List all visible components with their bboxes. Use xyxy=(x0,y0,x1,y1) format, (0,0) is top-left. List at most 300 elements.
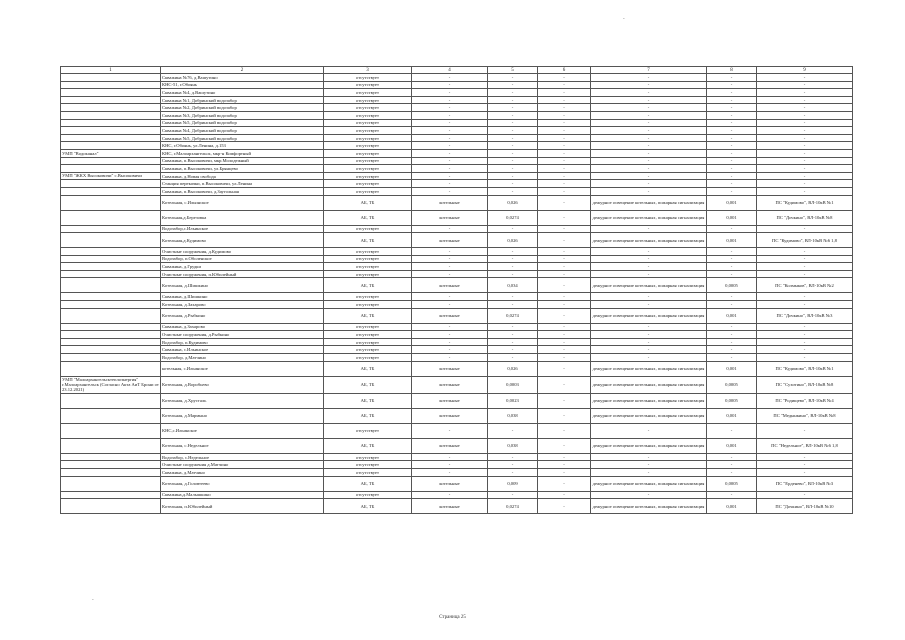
table-row xyxy=(61,270,853,278)
organization-cell xyxy=(61,248,161,256)
cell-c7: - xyxy=(591,89,707,97)
cell-c5: - xyxy=(488,225,538,233)
cell-c4: - xyxy=(412,165,488,173)
header-cell: 6 xyxy=(538,67,591,74)
organization-cell: УМП "Водоканал" xyxy=(61,149,161,157)
cell-c3: отсутствует xyxy=(324,104,412,112)
cell-c6: - xyxy=(538,195,591,210)
header-cell: 1 xyxy=(61,67,161,74)
cell-c3: отсутствует xyxy=(324,338,412,346)
cell-c4: - xyxy=(412,346,488,354)
organization-cell xyxy=(61,499,161,514)
cell-c4: - xyxy=(412,225,488,233)
organization-cell xyxy=(61,476,161,491)
cell-c5: - xyxy=(488,104,538,112)
cell-c7: дежурное освещение котельных, пожарная сигнализация xyxy=(591,476,707,491)
cell-c3: отсутствует xyxy=(324,81,412,89)
cell-c3: отсутствует xyxy=(324,331,412,339)
cell-c2: Скважина №76, д.Вашутино xyxy=(161,74,324,82)
cell-c4: - xyxy=(412,423,488,438)
organization-cell xyxy=(61,111,161,119)
cell-c2: Очистные сооружения, д.Рыбкино xyxy=(161,331,324,339)
cell-c5: 0,0274 xyxy=(488,308,538,323)
cell-c5: 0,0003 xyxy=(488,376,538,393)
cell-c8: - xyxy=(707,157,757,165)
cell-c2: Котельная, д.Хрусталь xyxy=(161,393,324,408)
cell-c4: котельные xyxy=(412,499,488,514)
cell-c5: - xyxy=(488,423,538,438)
cell-c2: Котельная, с.Ильинское xyxy=(161,195,324,210)
cell-c6: - xyxy=(538,225,591,233)
header-cell: 8 xyxy=(707,67,757,74)
cell-c9: - xyxy=(757,263,853,271)
cell-c9: ПС "Дочкино", ВЛ-10кВ №3 xyxy=(757,308,853,323)
table-row xyxy=(61,134,853,142)
cell-c7: - xyxy=(591,81,707,89)
cell-c2: Скважина, п.Высоковичи, ул.Брянцево xyxy=(161,165,324,173)
cell-c3: АБ, ТБ xyxy=(324,438,412,453)
table-row xyxy=(61,89,853,97)
bottom-dash-mark: - xyxy=(92,598,94,603)
table-row xyxy=(61,263,853,271)
cell-c2: Очистные сооружения, д.Кудимово xyxy=(161,248,324,256)
cell-c7: - xyxy=(591,354,707,362)
organization-cell xyxy=(61,187,161,195)
cell-c2: Котельная, д.Головтеево xyxy=(161,476,324,491)
cell-c2: Скважина №5, Добринский водозабор xyxy=(161,119,324,127)
cell-c2: Котельная, п.Юбилейный xyxy=(161,499,324,514)
organization-cell xyxy=(61,408,161,423)
cell-c3: АБ, ТБ xyxy=(324,376,412,393)
cell-c3: отсутствует xyxy=(324,461,412,469)
cell-c9: - xyxy=(757,111,853,119)
cell-c5: - xyxy=(488,338,538,346)
cell-c2: Очистные сооружения д.Матчино xyxy=(161,461,324,469)
table-row xyxy=(61,149,853,157)
cell-c7: - xyxy=(591,165,707,173)
table-row xyxy=(61,195,853,210)
top-dash-mark: - xyxy=(623,17,625,22)
cell-c5: - xyxy=(488,111,538,119)
cell-c3: отсутствует xyxy=(324,157,412,165)
cell-c2: Скважина, д.Шишкино xyxy=(161,293,324,301)
cell-c6: - xyxy=(538,476,591,491)
cell-c8: - xyxy=(707,354,757,362)
organization-cell xyxy=(61,438,161,453)
cell-c4: котельные xyxy=(412,210,488,225)
cell-c8: - xyxy=(707,453,757,461)
cell-c9: - xyxy=(757,423,853,438)
cell-c6: - xyxy=(538,263,591,271)
organization-cell xyxy=(61,134,161,142)
cell-c2: Котельная,д.Березовка xyxy=(161,210,324,225)
cell-c4: - xyxy=(412,180,488,188)
cell-c3: АБ, ТБ xyxy=(324,195,412,210)
cell-c4: - xyxy=(412,149,488,157)
cell-c6: - xyxy=(538,469,591,477)
cell-c2: Скважина, д.Матчино xyxy=(161,469,324,477)
table-row xyxy=(61,308,853,323)
cell-c7: - xyxy=(591,142,707,150)
data-table xyxy=(60,66,853,514)
cell-c6: - xyxy=(538,172,591,180)
cell-c3: отсутствует xyxy=(324,354,412,362)
table-row xyxy=(61,354,853,362)
cell-c9: ПС "Медынкино", ВЛ-10кВ №8 xyxy=(757,408,853,423)
cell-c4: - xyxy=(412,491,488,499)
table-row xyxy=(61,142,853,150)
cell-c5: - xyxy=(488,165,538,173)
cell-c9: - xyxy=(757,104,853,112)
cell-c4: - xyxy=(412,331,488,339)
cell-c7: дежурное освещение котельных, пожарная сигнализация xyxy=(591,376,707,393)
cell-c4: - xyxy=(412,263,488,271)
cell-c4: - xyxy=(412,301,488,309)
cell-c9: - xyxy=(757,96,853,104)
cell-c9: - xyxy=(757,81,853,89)
cell-c2: Водозабор, с.Недельное xyxy=(161,453,324,461)
cell-c2: Котельная, с.Недельное xyxy=(161,438,324,453)
cell-c2: Скважина, д.Грудки xyxy=(161,263,324,271)
cell-c2: Скважина,д.Малышкино xyxy=(161,491,324,499)
organization-cell xyxy=(61,210,161,225)
cell-c6: - xyxy=(538,104,591,112)
table-row xyxy=(61,119,853,127)
cell-c5: 0,026 xyxy=(488,195,538,210)
cell-c5: - xyxy=(488,89,538,97)
cell-c6: - xyxy=(538,89,591,97)
cell-c2: Котельная, д.Захарово xyxy=(161,301,324,309)
cell-c3: отсутствует xyxy=(324,180,412,188)
cell-c7: - xyxy=(591,301,707,309)
table-row xyxy=(61,438,853,453)
cell-c4: - xyxy=(412,89,488,97)
cell-c5: - xyxy=(488,354,538,362)
cell-c7: - xyxy=(591,461,707,469)
cell-c7: - xyxy=(591,180,707,188)
cell-c2: Котельная, д.Шишкино xyxy=(161,278,324,293)
cell-c8: 0,001 xyxy=(707,438,757,453)
organization-cell xyxy=(61,255,161,263)
cell-c6: - xyxy=(538,233,591,248)
cell-c8: - xyxy=(707,338,757,346)
cell-c3: отсутствует xyxy=(324,323,412,331)
cell-c9: - xyxy=(757,293,853,301)
cell-c4: котельные xyxy=(412,278,488,293)
organization-cell xyxy=(61,361,161,376)
page-number: Страница 25 xyxy=(439,615,466,620)
cell-c7: - xyxy=(591,469,707,477)
cell-c4: - xyxy=(412,354,488,362)
table-row xyxy=(61,499,853,514)
cell-c3: АБ, ТБ xyxy=(324,408,412,423)
cell-c9: - xyxy=(757,354,853,362)
organization-cell xyxy=(61,104,161,112)
cell-c6: - xyxy=(538,270,591,278)
cell-c7: - xyxy=(591,225,707,233)
cell-c5: - xyxy=(488,81,538,89)
cell-c6: - xyxy=(538,180,591,188)
cell-c7: - xyxy=(591,423,707,438)
cell-c7: - xyxy=(591,323,707,331)
cell-c9: - xyxy=(757,74,853,82)
cell-c4: - xyxy=(412,172,488,180)
cell-c3: АБ, ТБ xyxy=(324,361,412,376)
cell-c8: - xyxy=(707,104,757,112)
cell-c2: КНС,с.Ильинское xyxy=(161,423,324,438)
table-row xyxy=(61,376,853,393)
table-row xyxy=(61,278,853,293)
cell-c7: дежурное освещение котельных, пожарная сигнализация xyxy=(591,233,707,248)
cell-c8: - xyxy=(707,293,757,301)
table-row xyxy=(61,180,853,188)
cell-c7: дежурное освещение котельных, пожарная сигнализация xyxy=(591,308,707,323)
cell-c2: Скважина, п.Высоковичи, мкр.Молодежный xyxy=(161,157,324,165)
cell-c6: - xyxy=(538,127,591,135)
cell-c5: - xyxy=(488,491,538,499)
cell-c2: Скважина №1, Добринский водозабор xyxy=(161,96,324,104)
table-row xyxy=(61,301,853,309)
table-row xyxy=(61,248,853,256)
organization-cell xyxy=(61,461,161,469)
cell-c4: - xyxy=(412,461,488,469)
cell-c2: котельная, с.Ильинское xyxy=(161,361,324,376)
cell-c9: - xyxy=(757,255,853,263)
cell-c7: - xyxy=(591,149,707,157)
cell-c7: дежурное освещение котельных, пожарная сигнализация xyxy=(591,408,707,423)
cell-c3: отсутствует xyxy=(324,293,412,301)
cell-c9: - xyxy=(757,187,853,195)
cell-c5: - xyxy=(488,346,538,354)
cell-c5: 0,0274 xyxy=(488,499,538,514)
cell-c4: котельные xyxy=(412,233,488,248)
cell-c8: 0,0005 xyxy=(707,278,757,293)
cell-c4: - xyxy=(412,248,488,256)
cell-c6: - xyxy=(538,81,591,89)
cell-c8: - xyxy=(707,346,757,354)
organization-cell xyxy=(61,423,161,438)
organization-cell xyxy=(61,89,161,97)
cell-c5: 0,009 xyxy=(488,476,538,491)
table-row xyxy=(61,255,853,263)
cell-c2: Станция перекачки, п.Высоковичи, ул.Ленина xyxy=(161,180,324,188)
cell-c2: Скважина, с.Ильинское xyxy=(161,346,324,354)
cell-c9: - xyxy=(757,157,853,165)
cell-c4: - xyxy=(412,74,488,82)
cell-c2: Водозабор, п.Кудимово xyxy=(161,338,324,346)
table-row xyxy=(61,157,853,165)
cell-c7: дежурное освещение котельных, пожарная сигнализация xyxy=(591,210,707,225)
cell-c8: - xyxy=(707,134,757,142)
cell-c8: - xyxy=(707,270,757,278)
cell-c9: - xyxy=(757,149,853,157)
organization-cell xyxy=(61,293,161,301)
cell-c4: - xyxy=(412,104,488,112)
cell-c2: Котельная,д.Кудимово xyxy=(161,233,324,248)
cell-c4: - xyxy=(412,323,488,331)
cell-c2: Скважина, д.Новая свобода xyxy=(161,172,324,180)
cell-c9: - xyxy=(757,323,853,331)
cell-c6: - xyxy=(538,149,591,157)
cell-c6: - xyxy=(538,361,591,376)
cell-c9: - xyxy=(757,270,853,278)
cell-c9: - xyxy=(757,338,853,346)
cell-c7: дежурное освещение котельных, пожарная сигнализация xyxy=(591,361,707,376)
cell-c3: отсутствует xyxy=(324,423,412,438)
table-row xyxy=(61,338,853,346)
organization-cell xyxy=(61,323,161,331)
cell-c3: отсутствует xyxy=(324,453,412,461)
cell-c5: - xyxy=(488,453,538,461)
cell-c7: - xyxy=(591,293,707,301)
cell-c5: 0,026 xyxy=(488,233,538,248)
cell-c5: - xyxy=(488,263,538,271)
cell-c7: - xyxy=(591,157,707,165)
cell-c9: - xyxy=(757,248,853,256)
cell-c8: 0,001 xyxy=(707,308,757,323)
cell-c6: - xyxy=(538,354,591,362)
cell-c7: - xyxy=(591,96,707,104)
organization-cell xyxy=(61,225,161,233)
organization-cell xyxy=(61,301,161,309)
cell-c6: - xyxy=(538,142,591,150)
cell-c6: - xyxy=(538,157,591,165)
cell-c9: - xyxy=(757,180,853,188)
cell-c5: - xyxy=(488,96,538,104)
cell-c9: ПС "Дочкино", ВЛ-10кВ №10 xyxy=(757,499,853,514)
cell-c5: - xyxy=(488,461,538,469)
cell-c4: котельные xyxy=(412,408,488,423)
organization-cell xyxy=(61,331,161,339)
organization-cell xyxy=(61,127,161,135)
cell-c6: - xyxy=(538,134,591,142)
cell-c9: - xyxy=(757,491,853,499)
cell-c7: - xyxy=(591,104,707,112)
table-row xyxy=(61,233,853,248)
table-row xyxy=(61,165,853,173)
organization-cell xyxy=(61,119,161,127)
cell-c2: Скважина, п.Высоковичи, д.Заугольная xyxy=(161,187,324,195)
table-row xyxy=(61,187,853,195)
cell-c6: - xyxy=(538,308,591,323)
cell-c9: - xyxy=(757,461,853,469)
table-row xyxy=(61,210,853,225)
cell-c2: Водозабор, д.Матчино xyxy=(161,354,324,362)
cell-c8: - xyxy=(707,255,757,263)
cell-c3: отсутствует xyxy=(324,346,412,354)
cell-c7: дежурное освещение котельных, пожарная сигнализация xyxy=(591,499,707,514)
cell-c8: 0,0005 xyxy=(707,476,757,491)
cell-c4: котельные xyxy=(412,438,488,453)
table-row xyxy=(61,469,853,477)
cell-c8: - xyxy=(707,248,757,256)
cell-c8: - xyxy=(707,89,757,97)
table-row xyxy=(61,127,853,135)
cell-c4: - xyxy=(412,134,488,142)
cell-c2: Котельная, д.Мармыно xyxy=(161,408,324,423)
cell-c9: - xyxy=(757,453,853,461)
cell-c6: - xyxy=(538,461,591,469)
table-row xyxy=(61,331,853,339)
cell-c6: - xyxy=(538,499,591,514)
cell-c6: - xyxy=(538,376,591,393)
cell-c5: 0,038 xyxy=(488,438,538,453)
cell-c4: котельные xyxy=(412,308,488,323)
cell-c8: 0,001 xyxy=(707,361,757,376)
cell-c3: отсутствует xyxy=(324,111,412,119)
cell-c6: - xyxy=(538,453,591,461)
cell-c6: - xyxy=(538,96,591,104)
cell-c6: - xyxy=(538,438,591,453)
cell-c5: - xyxy=(488,127,538,135)
cell-c8: 0,0005 xyxy=(707,376,757,393)
header-cell: 4 xyxy=(412,67,488,74)
table-row xyxy=(61,172,853,180)
cell-c9: - xyxy=(757,134,853,142)
cell-c3: отсутствует xyxy=(324,74,412,82)
cell-c5: 0,034 xyxy=(488,278,538,293)
cell-c7: - xyxy=(591,119,707,127)
cell-c5: 0,0274 xyxy=(488,210,538,225)
organization-cell xyxy=(61,338,161,346)
cell-c5: - xyxy=(488,331,538,339)
cell-c5: 0,026 xyxy=(488,361,538,376)
cell-c8: - xyxy=(707,491,757,499)
table-row xyxy=(61,423,853,438)
table-row xyxy=(61,393,853,408)
cell-c8: - xyxy=(707,263,757,271)
organization-cell xyxy=(61,263,161,271)
cell-c3: АБ, ТБ xyxy=(324,393,412,408)
cell-c8: - xyxy=(707,461,757,469)
cell-c6: - xyxy=(538,248,591,256)
cell-c8: 0,001 xyxy=(707,408,757,423)
cell-c8: - xyxy=(707,74,757,82)
organization-cell xyxy=(61,270,161,278)
cell-c3: отсутствует xyxy=(324,491,412,499)
cell-c8: 0,001 xyxy=(707,233,757,248)
table-row xyxy=(61,111,853,119)
organization-cell xyxy=(61,469,161,477)
cell-c3: АБ, ТБ xyxy=(324,278,412,293)
cell-c9: - xyxy=(757,301,853,309)
cell-c9: ПС "Кудимово", ВЛ-10кВ №6 1,8 xyxy=(757,233,853,248)
cell-c3: АБ, ТБ xyxy=(324,233,412,248)
cell-c3: отсутствует xyxy=(324,263,412,271)
cell-c8: - xyxy=(707,165,757,173)
cell-c4: котельные xyxy=(412,195,488,210)
table-row xyxy=(61,476,853,491)
table-row xyxy=(61,81,853,89)
cell-c5: - xyxy=(488,255,538,263)
cell-c6: - xyxy=(538,187,591,195)
cell-c7: - xyxy=(591,331,707,339)
cell-c6: - xyxy=(538,331,591,339)
cell-c5: - xyxy=(488,248,538,256)
cell-c4: - xyxy=(412,81,488,89)
table-row xyxy=(61,491,853,499)
cell-c7: - xyxy=(591,187,707,195)
cell-c8: - xyxy=(707,172,757,180)
cell-c9: ПС "Кудимово", ВЛ-10кВ №1 xyxy=(757,195,853,210)
header-row xyxy=(61,67,853,74)
organization-cell xyxy=(61,453,161,461)
cell-c5: - xyxy=(488,469,538,477)
cell-c8: - xyxy=(707,142,757,150)
cell-c7: - xyxy=(591,338,707,346)
table-row xyxy=(61,225,853,233)
cell-c4: - xyxy=(412,255,488,263)
